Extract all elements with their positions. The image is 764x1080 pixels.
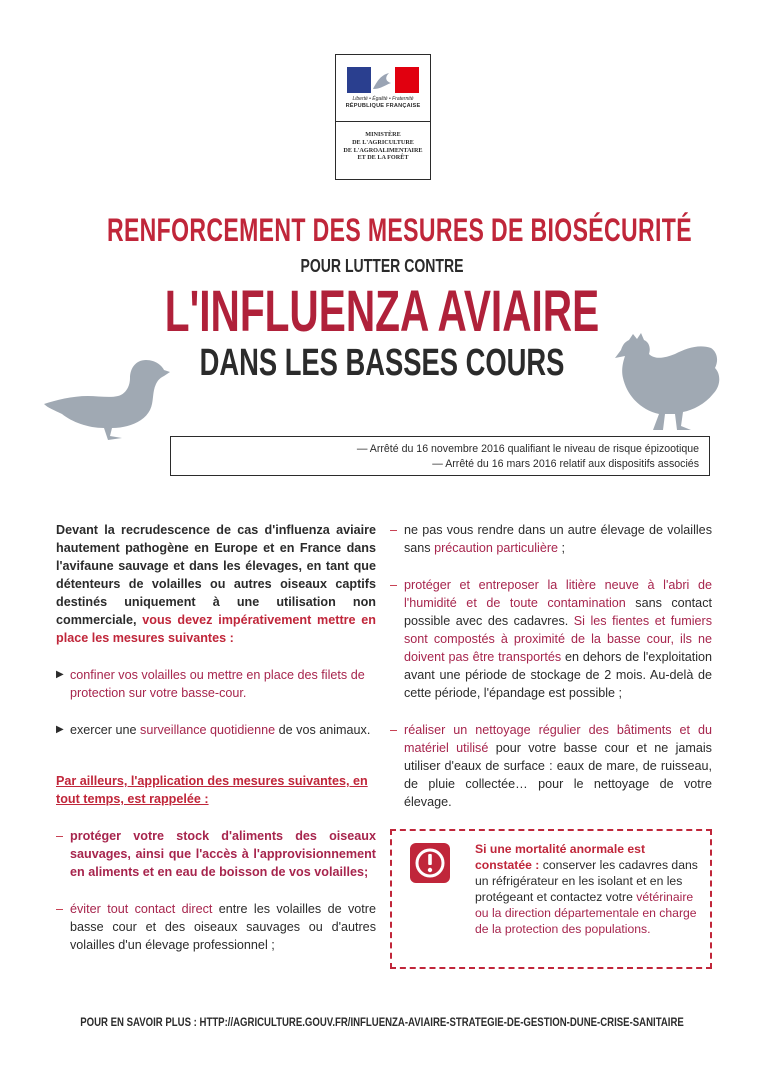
list-item: – protéger votre stock d'aliments des oiseaux sauvages, ainsi que l'accès à l'approvisionnement en aliments et en eau de boisson de vos volailles;: [56, 829, 376, 879]
list-item: – éviter tout contact direct entre les volailles de votre basse cour et des oiseaux sauvages ou d'autres volailles d'un élevage professionnel ;: [56, 902, 377, 952]
right-column: [390, 521, 712, 811]
list-item: [56, 666, 376, 702]
also-item-stock: protéger votre stock d'aliments des oiseaux sauvages, ainsi que l'accès à l'approvisionnement en aliments et en eau de boisson de vos volailles;: [70, 829, 376, 879]
list-item: – réaliser un nettoyage régulier des bâtiments et du matériel utilisé pour votre basse cour et ne jamais utiliser d'eaux de surface : eaux de mare, de ruisseau, de pluie collectée… pour le nettoyage de votre élevage.: [390, 723, 712, 809]
list-item: – ne pas vous rendre dans un autre élevage de volailles sans précaution particulière ;: [390, 523, 712, 555]
measure-surveillance: surveillance quotidienne: [140, 723, 276, 737]
alert-text: Si une mortalité anormale est constatée : conserver les cadavres dans un réfrigérateur en les isolant et en les protégeant et contactez votre vétérinaire ou la direction départementale en charge de la protection des populations.: [475, 842, 698, 936]
intro-paragraph: Devant la recrudescence de cas d'influenza aviaire hautement pathogène en Europe et en France dans l'avifaune sauvage et dans les élevages, en tant que détenteurs de volailles ou autres oiseaux captifs destinés uniquement à une utilisation non commerciale, vous devez impérativement mettre en place les mesures suivantes :: [56, 523, 377, 645]
decree-line: — Arrêté du 16 mars 2016 relatif aux dispositifs associés: [432, 458, 699, 470]
triangle-bullet-icon: ▶: [56, 724, 64, 735]
logo-divider: [336, 121, 430, 122]
measure-confiner: confiner vos volailles ou mettre en place des filets de protection sur votre basse-cour.: [70, 668, 365, 700]
left-column: [56, 521, 376, 954]
mortality-alert-box: [390, 829, 712, 969]
triangle-bullet-icon: ▶: [56, 669, 64, 680]
title-influenza-aviaire: L'INFLUENZA AVIAIRE: [164, 279, 600, 344]
decree-references-box: [170, 436, 710, 476]
title-pour-lutter: POUR LUTTER CONTRE: [300, 256, 464, 276]
exclamation-icon: [410, 843, 450, 883]
marianne-flag-icon: [347, 67, 419, 93]
republique-motto: Liberté • Égalité • Fraternité: [352, 96, 414, 102]
list-item: ▶ exercer une surveillance quotidienne de vos animaux.: [56, 723, 371, 737]
intro-emphasis: vous devez impérativement mettre en place les mesures suivantes :: [56, 613, 377, 645]
duck-silhouette-icon: [42, 352, 172, 444]
footer-url-link[interactable]: HTTP://AGRICULTURE.GOUV.FR/INFLUENZA-AVIAIRE-STRATEGIE-DE-GESTION-DUNE-CRISE-SANITAIRE: [199, 1015, 684, 1029]
republique-francaise-logo: [335, 54, 431, 180]
ministere-label: MINISTÈRE DE L'AGRICULTURE DE L'AGROALIMENTAIRE ET DE LA FORÊT: [343, 131, 423, 162]
hen-silhouette-icon: [603, 330, 721, 440]
footer-more-info: POUR EN SAVOIR PLUS : HTTP://AGRICULTURE.GOUV.FR/INFLUENZA-AVIAIRE-STRATEGIE-DE-GESTION-DUNE-CRISE-SANITAIRE: [80, 1015, 684, 1029]
list-item: – protéger et entreposer la litière neuve à l'abri de l'humidité et de toute contamination sans contact possible avec des cadavres. Si les fientes et fumiers sont compostés à proximité de la basse cour, ils ne doivent pas être transportés en dehors de l'exploitation avant une période de stockage de 2 mois. Au-delà de cette période, l'épandage est possible ;: [390, 578, 712, 700]
republique-francaise-label: RÉPUBLIQUE FRANÇAISE: [345, 103, 421, 109]
decree-line: — Arrêté du 16 novembre 2016 qualifiant le niveau de risque épizootique: [356, 443, 699, 455]
title-biosecurite: RENFORCEMENT DES MESURES DE BIOSÉCURITÉ: [106, 212, 692, 248]
also-heading: Par ailleurs, l'application des mesures suivantes, en tout temps, est rappelée :: [56, 774, 368, 806]
title-basses-cours: DANS LES BASSES COURS: [199, 342, 565, 384]
